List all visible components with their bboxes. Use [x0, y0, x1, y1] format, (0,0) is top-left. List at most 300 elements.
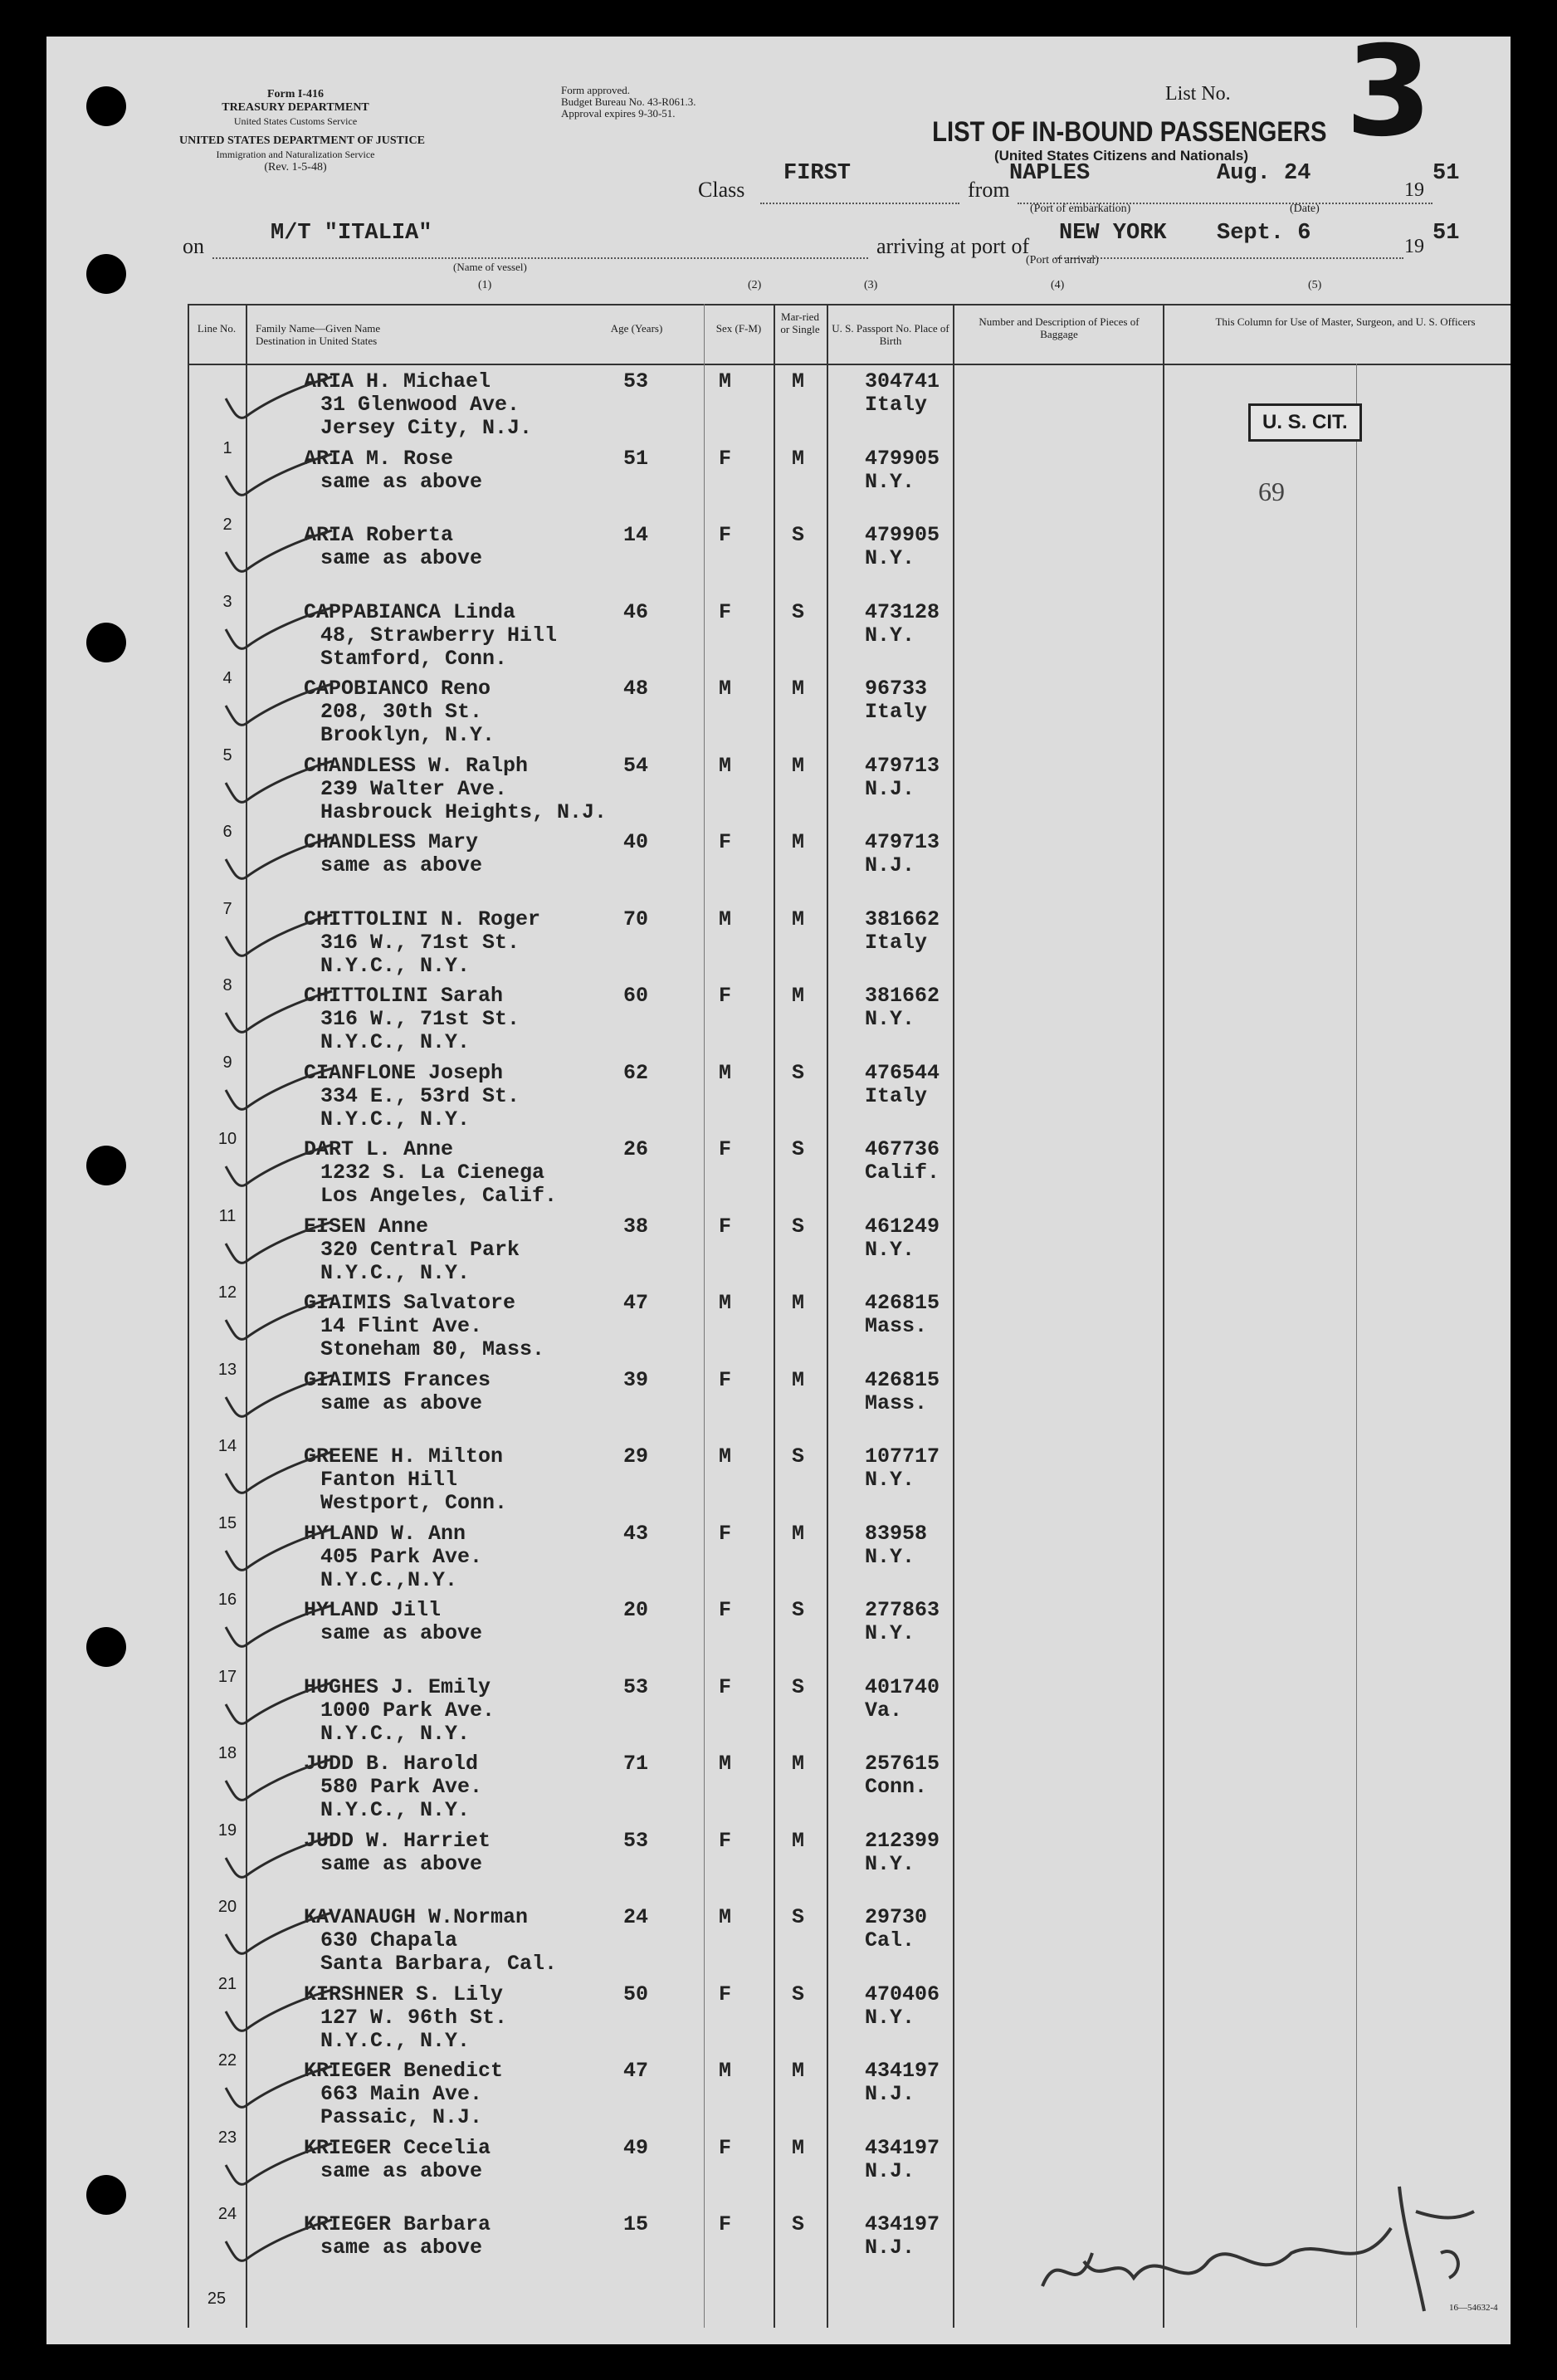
sex-cell: F — [719, 1521, 732, 1546]
passenger-manifest-page — [46, 20, 1511, 2344]
place-of-birth-cell: Calif. — [865, 1161, 940, 1185]
place-of-birth-cell: N.Y. — [865, 1468, 915, 1492]
passenger-name: CHANDLESS W. Ralph — [304, 753, 529, 778]
place-of-birth-cell: N.Y. — [865, 1007, 915, 1031]
passport-number-cell: 304741 — [865, 369, 940, 393]
marital-status-cell: S — [792, 1982, 805, 2006]
form-number: Form I-416 — [266, 88, 325, 100]
table-row — [188, 1053, 1511, 1136]
passenger-name: EISEN Anne — [304, 1214, 429, 1239]
age-cell: 49 — [623, 2135, 649, 2160]
place-of-birth-cell: N.Y. — [865, 1851, 915, 1876]
document-subtitle: (United States Citizens and Nationals) — [993, 148, 1249, 164]
destination-line: N.Y.C., N.Y. — [320, 953, 471, 978]
marital-status-cell: M — [792, 1828, 805, 1853]
passport-number-cell: 29730 — [865, 1905, 928, 1929]
sex-cell: F — [719, 1598, 732, 1622]
date-caption: (Date) — [1290, 203, 1320, 215]
passenger-name: KRIEGER Benedict — [304, 2059, 504, 2083]
col-line-no: Line No. — [197, 322, 237, 335]
sex-cell: M — [719, 753, 732, 778]
passenger-name: ARIA H. Michael — [304, 369, 491, 393]
passport-number-cell: 381662 — [865, 907, 940, 931]
passport-number-cell: 434197 — [865, 2212, 940, 2236]
place-of-birth-cell: N.Y. — [865, 1237, 915, 1262]
destination-line: same as above — [320, 1621, 483, 1645]
sex-cell: F — [719, 1828, 732, 1853]
table-row — [188, 823, 1511, 906]
binder-hole — [86, 1627, 126, 1667]
table-row — [188, 1130, 1511, 1213]
marital-status-cell: M — [792, 907, 805, 931]
age-cell: 15 — [623, 2212, 649, 2236]
sex-cell: F — [719, 1982, 732, 2006]
age-cell: 71 — [623, 1752, 649, 1776]
arrival-date: Sept. 6 — [1217, 221, 1311, 246]
check-mark-icon — [221, 911, 337, 970]
treasury-dept: TREASURY DEPARTMENT — [222, 101, 369, 114]
marital-status-cell: S — [792, 1905, 805, 1929]
table-row — [188, 367, 1511, 445]
table-row — [188, 745, 1511, 829]
marital-status-cell: M — [792, 2135, 805, 2160]
sex-cell: F — [719, 1674, 732, 1699]
port-caption: (Port of arrival) — [1026, 254, 1099, 266]
sex-cell: M — [719, 1905, 732, 1929]
passport-number-cell: 426815 — [865, 1291, 940, 1315]
check-mark-icon — [221, 1526, 337, 1584]
check-mark-icon — [221, 1679, 337, 1737]
destination-line: N.Y.C., N.Y. — [320, 2028, 471, 2053]
line-number: 5 — [222, 745, 232, 765]
destination-line: same as above — [320, 853, 483, 877]
table-row — [188, 1974, 1511, 2058]
place-of-birth-cell: Italy — [865, 930, 928, 955]
col-passport: U. S. Passport No. Place of Birth — [832, 322, 949, 347]
sex-cell: F — [719, 1214, 732, 1239]
check-mark-icon — [221, 1602, 337, 1660]
passenger-name: HUGHES J. Emily — [304, 1674, 491, 1699]
destination-line: Passaic, N.J. — [320, 2105, 483, 2129]
destination-line: 48, Strawberry Hill — [320, 623, 558, 648]
line-number: 8 — [222, 976, 232, 995]
line-number: 16 — [217, 1591, 237, 1609]
line-number: 17 — [217, 1667, 237, 1686]
class-label: Class — [698, 178, 745, 202]
check-mark-icon — [221, 527, 337, 585]
line-number: 6 — [222, 823, 232, 841]
check-mark-icon — [221, 1295, 337, 1353]
line-number: 19 — [217, 1820, 237, 1840]
approval-block — [561, 85, 696, 120]
age-cell: 26 — [623, 1137, 649, 1161]
marital-status-cell: M — [792, 677, 805, 701]
passenger-name: ARIA M. Rose — [304, 446, 454, 471]
age-cell: 53 — [623, 369, 649, 393]
destination-line: 14 Flint Ave. — [320, 1314, 483, 1338]
us-citizen-stamp: U. S. CIT. — [1248, 403, 1362, 442]
line-number: 20 — [217, 1898, 237, 1916]
destination-line: 127 W. 96th St. — [320, 2005, 508, 2030]
col-married: Mar-ried or Single — [780, 310, 820, 335]
table-row — [188, 1513, 1511, 1597]
table-row — [188, 592, 1511, 676]
place-of-birth-cell: Va. — [865, 1698, 903, 1723]
passenger-name: JUDD W. Harriet — [304, 1828, 491, 1853]
line-number: 15 — [217, 1513, 237, 1532]
destination-line: N.Y.C., N.Y. — [320, 1030, 471, 1054]
sex-cell: F — [719, 2212, 732, 2236]
destination-line: N.Y.C., N.Y. — [320, 1107, 471, 1131]
check-mark-icon — [221, 2216, 337, 2275]
check-mark-icon — [221, 2063, 337, 2121]
approval-line: Approval expires 9-30-51. — [561, 107, 676, 120]
destination-line: 630 Chapala — [320, 1928, 458, 1952]
table-row — [188, 438, 1511, 522]
col-name — [256, 322, 505, 347]
passport-number-cell: 381662 — [865, 984, 940, 1008]
place-of-birth-cell: N.J. — [865, 2082, 915, 2106]
marital-status-cell: M — [792, 830, 805, 854]
passport-number-cell: 461249 — [865, 1214, 940, 1239]
destination-line: Los Angeles, Calif. — [320, 1184, 558, 1208]
destination-line: 580 Park Ave. — [320, 1775, 483, 1799]
line-number: 22 — [217, 2051, 237, 2070]
table-row — [188, 1437, 1511, 1520]
passport-number-cell: 83958 — [865, 1521, 928, 1546]
passenger-name: JUDD B. Harold — [304, 1752, 479, 1776]
binder-hole — [86, 254, 126, 294]
line-number: 24 — [217, 2205, 237, 2223]
age-cell: 24 — [623, 1905, 649, 1929]
age-cell: 54 — [623, 753, 649, 778]
passport-number-cell: 434197 — [865, 2059, 940, 2083]
passport-number-cell: 479713 — [865, 830, 940, 854]
sex-cell: F — [719, 1137, 732, 1161]
sex-cell: M — [719, 2059, 732, 2083]
destination-line: Jersey City, N.J. — [320, 416, 533, 440]
marital-status-cell: S — [792, 1598, 805, 1622]
table-row — [188, 1667, 1511, 1751]
approval-line: Form approved. — [561, 84, 631, 96]
age-cell: 50 — [623, 1982, 649, 2006]
col-name-label: Family Name—Given Name — [256, 322, 381, 335]
binder-hole — [86, 2175, 126, 2215]
ins-service: Immigration and Naturalization Service — [216, 149, 375, 160]
year-prefix: 19 — [1404, 236, 1424, 257]
check-mark-icon — [221, 1449, 337, 1507]
line-number: 21 — [217, 1974, 237, 1993]
col-dest-label: Destination in United States — [256, 335, 378, 347]
line-number: 4 — [222, 669, 232, 687]
passenger-name: CHITTOLINI N. Roger — [304, 907, 541, 931]
marital-status-cell: M — [792, 1752, 805, 1776]
marital-status-cell: S — [792, 1060, 805, 1085]
line-number: 9 — [222, 1053, 232, 1072]
marital-status-cell: M — [792, 753, 805, 778]
destination-line: 405 Park Ave. — [320, 1544, 483, 1569]
line-number: 12 — [217, 1283, 237, 1302]
binder-hole — [86, 1146, 126, 1185]
passenger-name: CAPOBIANCO Reno — [304, 677, 491, 701]
place-of-birth-cell: N.Y. — [865, 1544, 915, 1569]
marital-status-cell: M — [792, 1521, 805, 1546]
marital-status-cell: S — [792, 523, 805, 547]
place-of-birth-cell: Mass. — [865, 1390, 928, 1415]
sex-cell: M — [719, 1444, 732, 1469]
passenger-name: CHITTOLINI Sarah — [304, 984, 504, 1008]
document-title: LIST OF IN-BOUND PASSENGERS — [932, 116, 1327, 148]
vessel-caption: (Name of vessel) — [453, 261, 527, 273]
sex-cell: F — [719, 523, 732, 547]
column-number: (3) — [864, 279, 878, 291]
age-cell: 14 — [623, 523, 649, 547]
embarkation-caption: (Port of embarkation) — [1030, 203, 1131, 215]
passport-number-cell: 96733 — [865, 677, 928, 701]
on-label: on — [183, 234, 204, 258]
justice-dept: UNITED STATES DEPARTMENT OF JUSTICE — [179, 134, 425, 147]
line-number: 3 — [222, 592, 232, 611]
passenger-name: HYLAND Jill — [304, 1598, 442, 1622]
place-of-birth-cell: Cal. — [865, 1928, 915, 1952]
destination-line: N.Y.C., N.Y. — [320, 1260, 471, 1285]
age-cell: 53 — [623, 1828, 649, 1853]
age-cell: 38 — [623, 1214, 649, 1239]
sex-cell: F — [719, 599, 732, 624]
passport-number-cell: 479713 — [865, 753, 940, 778]
passport-number-cell: 212399 — [865, 1828, 940, 1853]
check-mark-icon — [221, 988, 337, 1046]
line-number: 1 — [222, 438, 232, 457]
col-baggage: Number and Description of Pieces of Baggage — [979, 315, 1140, 340]
check-mark-icon — [221, 681, 337, 739]
destination-line: same as above — [320, 2236, 483, 2260]
table-row — [188, 1898, 1511, 1981]
passenger-name: KAVANAUGH W.Norman — [304, 1905, 529, 1929]
table-row — [188, 1206, 1511, 1290]
place-of-birth-cell: N.J. — [865, 776, 915, 801]
vessel-name: M/T "ITALIA" — [271, 221, 432, 246]
arrival-port: NEW YORK — [1059, 221, 1167, 246]
year-prefix: 19 — [1404, 179, 1424, 201]
line-number: 13 — [217, 1360, 237, 1379]
table-row — [188, 1360, 1511, 1444]
destination-line: same as above — [320, 1851, 483, 1876]
marital-status-cell: S — [792, 1674, 805, 1699]
check-mark-icon — [221, 1909, 337, 1967]
passenger-count: 69 — [1258, 476, 1285, 506]
marital-status-cell: M — [792, 1367, 805, 1392]
place-of-birth-cell: N.Y. — [865, 469, 915, 494]
passenger-name: HYLAND W. Ann — [304, 1521, 466, 1546]
check-mark-icon — [221, 1141, 337, 1200]
table-row — [188, 1283, 1511, 1366]
sex-cell: F — [719, 2135, 732, 2160]
line-number: 25 — [207, 2290, 227, 2308]
passenger-name: GREENE H. Milton — [304, 1444, 504, 1469]
place-of-birth-cell: N.Y. — [865, 546, 915, 570]
destination-line: 320 Central Park — [320, 1237, 520, 1262]
check-mark-icon — [221, 604, 337, 662]
destination-line: 31 Glenwood Ave. — [320, 393, 520, 417]
column-number: (2) — [748, 279, 762, 291]
place-of-birth-cell: Italy — [865, 700, 928, 724]
column-number: (1) — [478, 279, 492, 291]
passport-number-cell: 470406 — [865, 1982, 940, 2006]
line-number: 7 — [222, 899, 232, 918]
sex-cell: M — [719, 907, 732, 931]
binder-hole — [86, 623, 126, 662]
passport-number-cell: 434197 — [865, 2135, 940, 2160]
sex-cell: M — [719, 1060, 732, 1085]
col-sex: Sex (F-M) — [715, 322, 762, 335]
destination-line: N.Y.C., N.Y. — [320, 1721, 471, 1746]
class-value: FIRST — [783, 161, 852, 186]
check-mark-icon — [221, 1756, 337, 1814]
age-cell: 40 — [623, 830, 649, 854]
passenger-name: KIRSHNER S. Lily — [304, 1982, 504, 2006]
table-row — [188, 1820, 1511, 1904]
sex-cell: F — [719, 446, 732, 471]
table-row — [188, 2051, 1511, 2134]
col-age: Age (Years) — [610, 322, 663, 335]
destination-line: Hasbrouck Heights, N.J. — [320, 799, 608, 824]
passport-number-cell: 476544 — [865, 1060, 940, 1085]
place-of-birth-cell: N.J. — [865, 2158, 915, 2183]
from-label: from — [968, 178, 1010, 202]
age-cell: 51 — [623, 446, 649, 471]
line-number: 14 — [217, 1437, 237, 1455]
destination-line: 239 Walter Ave. — [320, 776, 508, 801]
marital-status-cell: M — [792, 1291, 805, 1315]
list-number: 3 — [1345, 20, 1433, 164]
passenger-name: GIAIMIS Salvatore — [304, 1291, 516, 1315]
destination-line: Westport, Conn. — [320, 1491, 508, 1515]
age-cell: 47 — [623, 2059, 649, 2083]
embarkation-port: NAPLES — [1009, 161, 1091, 186]
passport-number-cell: 401740 — [865, 1674, 940, 1699]
age-cell: 60 — [623, 984, 649, 1008]
passenger-name: KRIEGER Cecelia — [304, 2135, 491, 2160]
age-cell: 47 — [623, 1291, 649, 1315]
destination-line: Fanton Hill — [320, 1468, 458, 1492]
destination-line: 316 W., 71st St. — [320, 930, 520, 955]
place-of-birth-cell: N.Y. — [865, 623, 915, 648]
binder-hole — [86, 86, 126, 126]
destination-line: Stamford, Conn. — [320, 646, 508, 671]
sex-cell: M — [719, 677, 732, 701]
check-mark-icon — [221, 1219, 337, 1277]
marital-status-cell: S — [792, 1137, 805, 1161]
destination-line: 316 W., 71st St. — [320, 1007, 520, 1031]
destination-line: N.Y.C., N.Y. — [320, 1798, 471, 1822]
destination-line: same as above — [320, 2158, 483, 2183]
line-number: 23 — [217, 2128, 237, 2147]
destination-line: same as above — [320, 469, 483, 494]
age-cell: 48 — [623, 677, 649, 701]
passenger-name: KRIEGER Barbara — [304, 2212, 491, 2236]
marital-status-cell: M — [792, 2059, 805, 2083]
destination-line: 334 E., 53rd St. — [320, 1083, 520, 1108]
passenger-name: CIANFLONE Joseph — [304, 1060, 504, 1085]
destination-line: 663 Main Ave. — [320, 2082, 483, 2106]
passport-number-cell: 467736 — [865, 1137, 940, 1161]
check-mark-icon — [221, 2140, 337, 2198]
passport-number-cell: 107717 — [865, 1444, 940, 1469]
embarkation-date: Aug. 24 — [1217, 161, 1311, 186]
destination-line: Santa Barbara, Cal. — [320, 1952, 558, 1976]
col-officers: This Column for Use of Master, Surgeon, and U. S. Officers — [1215, 315, 1476, 328]
place-of-birth-cell: Italy — [865, 1083, 928, 1108]
place-of-birth-cell: Conn. — [865, 1775, 928, 1799]
age-cell: 43 — [623, 1521, 649, 1546]
age-cell: 62 — [623, 1060, 649, 1085]
passenger-name: ARIA Roberta — [304, 523, 454, 547]
place-of-birth-cell: N.Y. — [865, 2005, 915, 2030]
check-mark-icon — [221, 1372, 337, 1430]
passport-number-cell: 473128 — [865, 599, 940, 624]
age-cell: 20 — [623, 1598, 649, 1622]
passport-number-cell: 479905 — [865, 446, 940, 471]
table-row — [188, 516, 1511, 599]
age-cell: 70 — [623, 907, 649, 931]
sex-cell: F — [719, 984, 732, 1008]
table-row — [188, 1591, 1511, 1674]
age-cell: 39 — [623, 1367, 649, 1392]
arriving-label: arriving at port of — [876, 234, 1030, 258]
marital-status-cell: S — [792, 2212, 805, 2236]
destination-line: same as above — [320, 546, 483, 570]
list-no-label: List No. — [1165, 83, 1231, 105]
marital-status-cell: M — [792, 446, 805, 471]
passport-number-cell: 426815 — [865, 1367, 940, 1392]
arrival-year: 51 — [1433, 221, 1460, 246]
check-mark-icon — [221, 834, 337, 892]
place-of-birth-cell: N.J. — [865, 2236, 915, 2260]
check-mark-icon — [221, 451, 337, 509]
sex-cell: M — [719, 1752, 732, 1776]
age-cell: 53 — [623, 1674, 649, 1699]
age-cell: 46 — [623, 599, 649, 624]
table-row — [188, 669, 1511, 752]
passport-number-cell: 479905 — [865, 523, 940, 547]
passenger-name: GIAIMIS Frances — [304, 1367, 491, 1392]
destination-line: 208, 30th St. — [320, 700, 483, 724]
marital-status-cell: S — [792, 1444, 805, 1469]
sex-cell: F — [719, 1367, 732, 1392]
line-number: 11 — [218, 1206, 237, 1225]
destination-line: 1000 Park Ave. — [320, 1698, 495, 1723]
line-number: 10 — [217, 1130, 237, 1148]
revision-date: (Rev. 1-5-48) — [264, 161, 327, 173]
check-mark-icon — [221, 1065, 337, 1123]
destination-line: Stoneham 80, Mass. — [320, 1337, 545, 1361]
marital-status-cell: S — [792, 599, 805, 624]
table-row — [188, 899, 1511, 983]
place-of-birth-cell: N.Y. — [865, 1621, 915, 1645]
sex-cell: M — [719, 369, 732, 393]
line-number: 2 — [222, 516, 232, 534]
passport-number-cell: 257615 — [865, 1752, 940, 1776]
check-mark-icon — [221, 1833, 337, 1891]
age-cell: 29 — [623, 1444, 649, 1469]
approval-line: Budget Bureau No. 43-R061.3. — [561, 95, 696, 108]
line-number: 18 — [217, 1744, 237, 1762]
passport-number-cell: 277863 — [865, 1598, 940, 1622]
handwritten-signature — [1026, 2162, 1491, 2328]
passenger-table — [188, 367, 1511, 2309]
place-of-birth-cell: Italy — [865, 393, 928, 417]
